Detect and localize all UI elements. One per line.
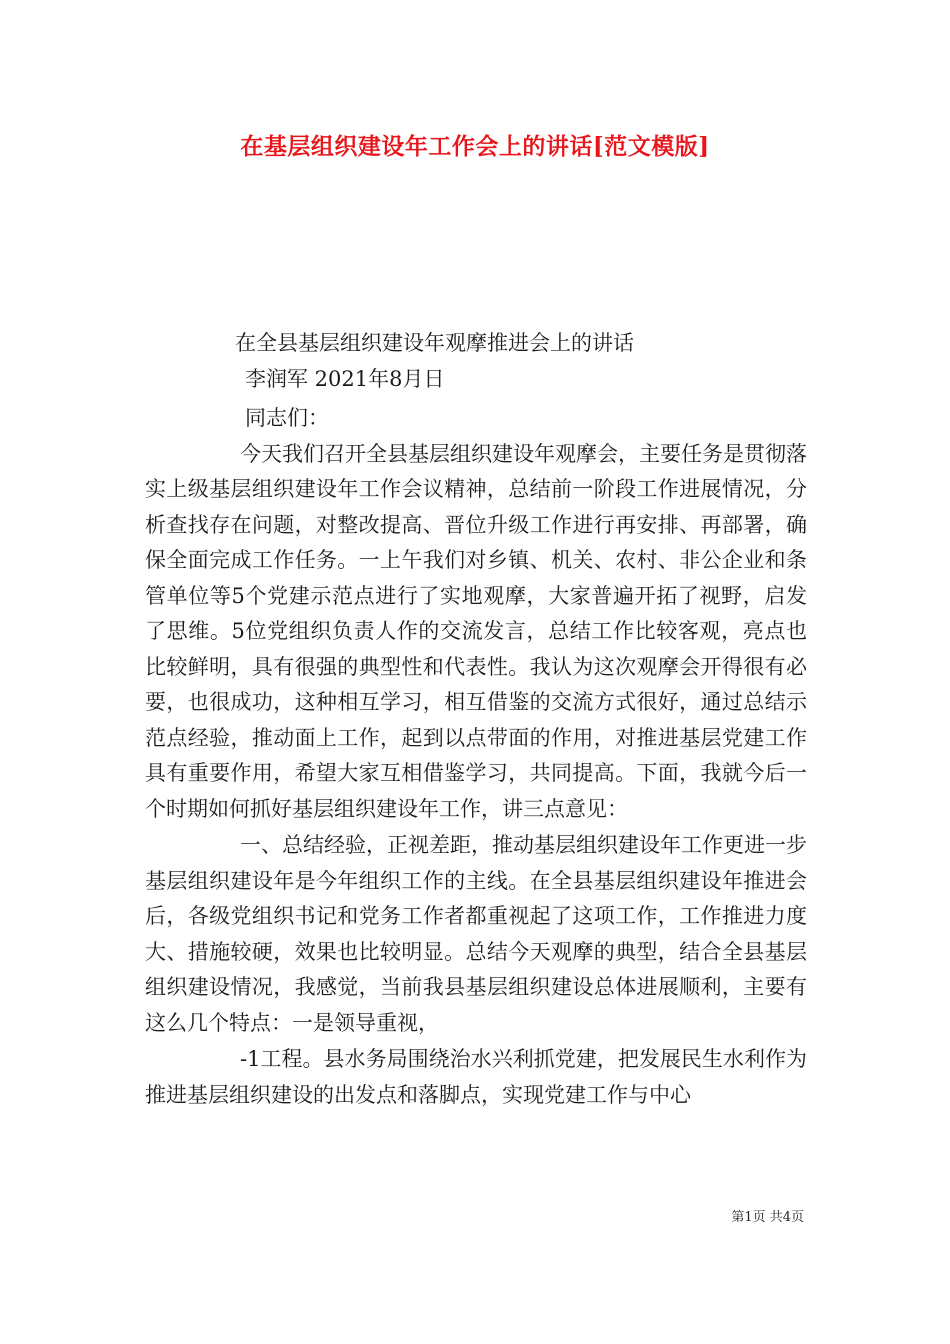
greeting: 同志们： [245, 406, 329, 430]
body-paragraph: -1工程。县水务局围绕治水兴利抓党建，把发展民生水利作为推进基层组织建设的出发点和落脚点，实现党建工作与中心 [145, 1047, 807, 1107]
document-title: 在基层组织建设年工作会上的讲话[范文模版] [240, 133, 710, 160]
document-body [145, 326, 807, 1113]
speaker-byline: 李润军 2021年8月日 [245, 366, 445, 391]
speech-subtitle: 在全县基层组织建设年观摩推进会上的讲话 [235, 331, 634, 355]
page-number-footer: 第1页 共4页 [731, 1210, 804, 1225]
body-paragraph: 今天我们召开全县基层组织建设年观摩会，主要任务是贯彻落实上级基层组织建设年工作会议精神，总结前一阶段工作进展情况，分析查找存在问题，对整改提高、晋位升级工作进行再安排、再部署，确保全面完成工作任务。一上午我们对乡镇、机关、农村、非公企业和条管单位等5个党建示范点进行了实地观摩，大家普遍开拓了视野，启发了思维。5位党组织负责人作的交流发言，总结工作比较客观，亮点也比较鲜明，具有很强的典型性和代表性。我认为这次观摩会开得很有必要，也很成功，这种相互学习，相互借鉴的交流方式很好，通过总结示范点经验，推动面上工作，起到以点带面的作用，对推进基层党建工作具有重要作用，希望大家互相借鉴学习，共同提高。下面，我就今后一个时期如何抓好基层组织建设年工作，讲三点意见： [145, 441, 807, 821]
body-paragraph: 一、总结经验，正视差距，推动基层组织建设年工作更进一步基层组织建设年是今年组织工作的主线。在全县基层组织建设年推进会后，各级党组织书记和党务工作者都重视起了这项工作，工作推进力度大、措施较硬，效果也比较明显。总结今天观摩的典型，结合全县基层组织建设情况，我感觉，当前我县基层组织建设总体进展顺利，主要有这么几个特点：一是领导重视， [145, 833, 807, 1035]
